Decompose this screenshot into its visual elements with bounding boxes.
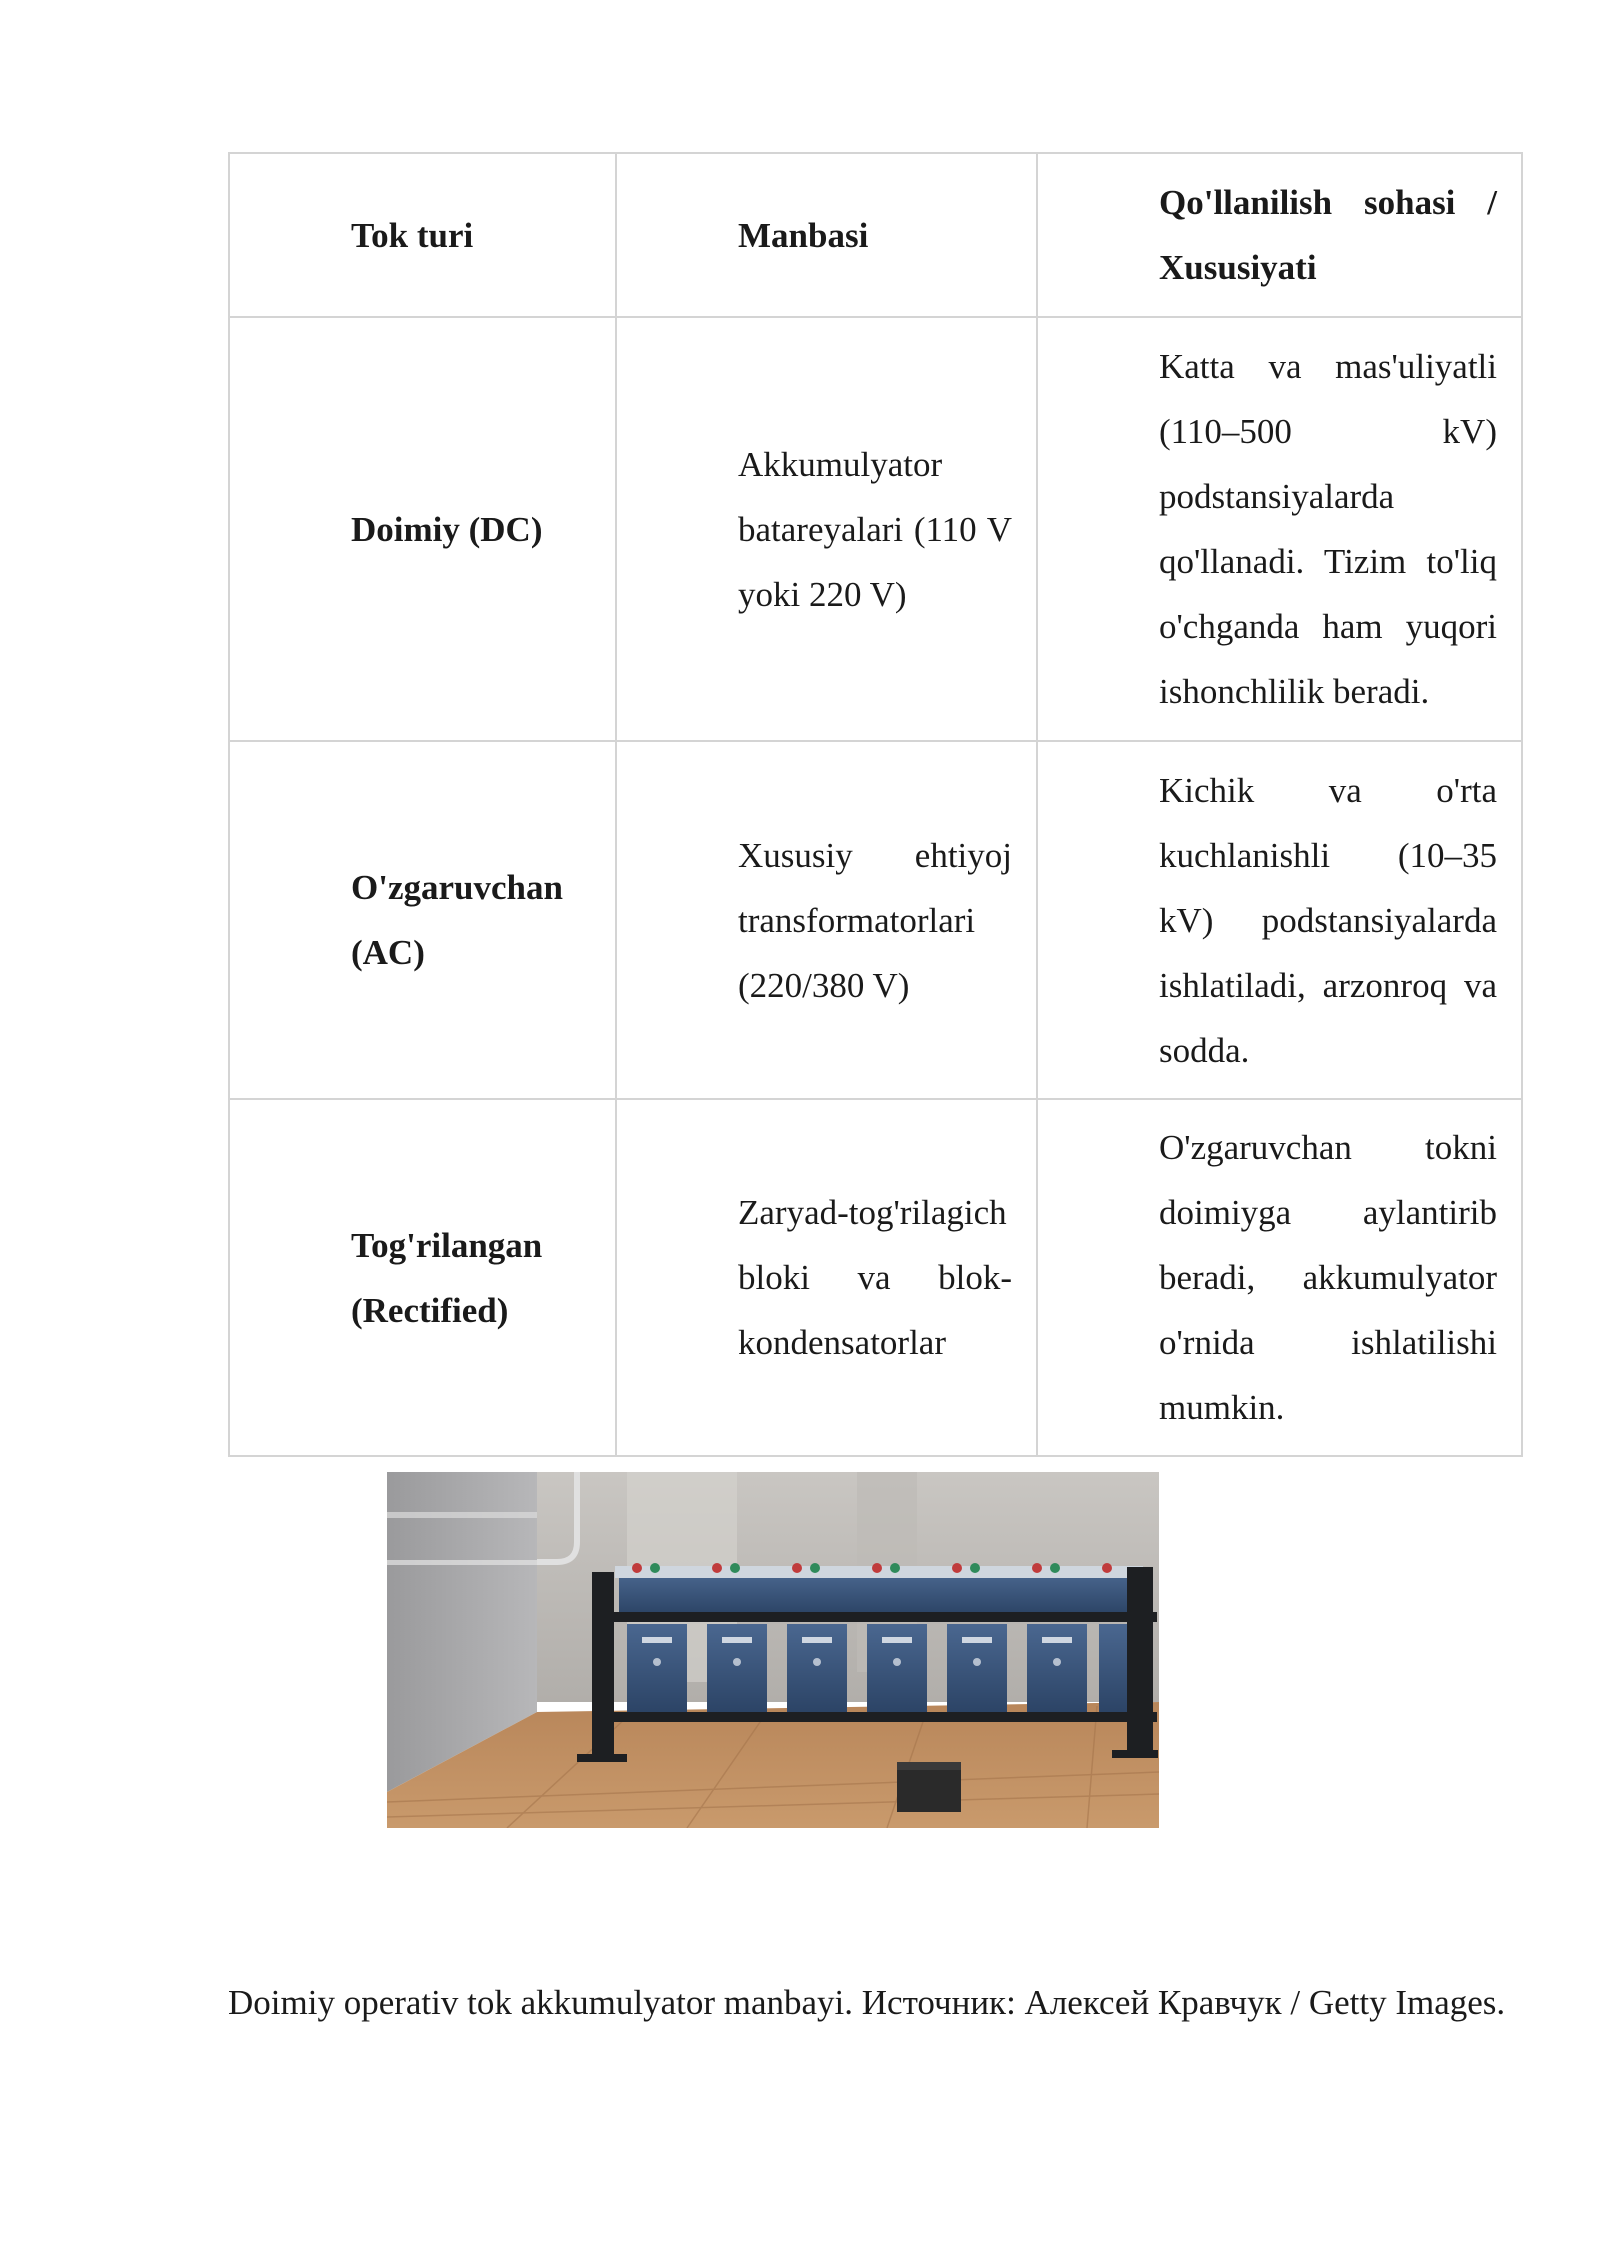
cell-current-type: O'zgaruvchan (AC) — [229, 741, 616, 1099]
cell-source: Akkumulyator batareyalari (110 V yoki 220 V) — [616, 317, 1037, 741]
cell-source: Zaryad-tog'rilagich bloki va blok-kondensatorlar — [616, 1099, 1037, 1456]
cell-usage: O'zgaruvchan tokni doimiyga aylantirib beradi, akkumulyator o'rnida ishlatilishi mumkin. — [1037, 1099, 1522, 1456]
table-row — [229, 317, 1522, 741]
cell-current-type: Tog'rilangan (Rectified) — [229, 1099, 616, 1456]
info-table — [228, 152, 1523, 1457]
cell-usage: Katta va mas'uliyatli (110–500 kV) podstansiyalarda qo'llanadi. Tizim to'liq o'chganda ham yuqori ishonchlilik beradi. — [1037, 317, 1522, 741]
battery-rack-photo — [387, 1472, 1159, 1828]
header-usage: Qo'llanilish sohasi / Xususiyati — [1037, 153, 1522, 317]
header-current-type: Tok turi — [229, 153, 616, 317]
photo-caption: Doimiy operativ tok akkumulyator manbayi. Источник: Алексей Кравчук / Getty Images. — [228, 1983, 1506, 2022]
header-source: Manbasi — [616, 153, 1037, 317]
cell-source: Xususiy ehtiyoj transformatorlari (220/380 V) — [616, 741, 1037, 1099]
table-row — [229, 741, 1522, 1099]
cell-current-type: Doimiy (DC) — [229, 317, 616, 741]
table-header-row — [229, 153, 1522, 317]
table-row — [229, 1099, 1522, 1456]
cell-usage: Kichik va o'rta kuchlanishli (10–35 kV) podstansiyalarda ishlatiladi, arzonroq va sodda. — [1037, 741, 1522, 1099]
